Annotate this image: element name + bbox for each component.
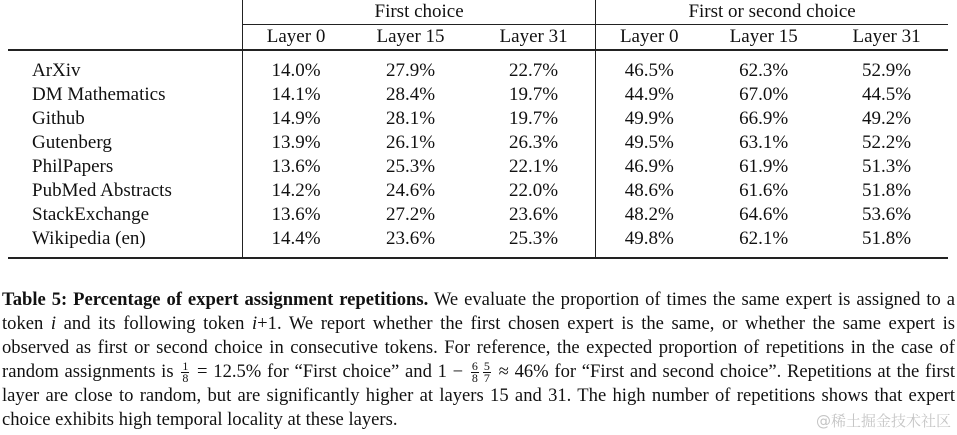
table-cell: 28.1% xyxy=(385,108,436,129)
table-cell: 49.8% xyxy=(596,227,703,258)
col-header: Layer 15 xyxy=(702,25,825,51)
watermark: @稀土掘金技术社区 xyxy=(815,412,951,430)
table-cell: 19.7% xyxy=(509,108,559,129)
caption-text: and its following token xyxy=(56,313,252,334)
table-cell: 14.9% xyxy=(243,107,350,131)
table-cell: 23.6% xyxy=(349,227,472,258)
column-header-row xyxy=(8,25,948,51)
caption-text: = 12.5% for “First choice” and 1 − xyxy=(191,361,469,382)
table-cell: 25.3% xyxy=(385,156,436,177)
math-i: i xyxy=(251,313,258,334)
empty-corner xyxy=(8,0,243,25)
table-cell: 48.6% xyxy=(596,179,703,203)
math-plus-one: +1 xyxy=(257,313,277,334)
table-row xyxy=(8,155,948,179)
table-cell: 26.1% xyxy=(385,132,436,153)
table-cell: 67.0% xyxy=(739,84,789,105)
table-cell: 13.6% xyxy=(243,155,350,179)
table-cell: 48.2% xyxy=(596,203,703,227)
table-row xyxy=(8,50,948,83)
table-cell: 27.9% xyxy=(385,60,436,81)
table-caption xyxy=(2,288,955,432)
table-cell: 51.3% xyxy=(862,156,912,177)
table-cell: 62.1% xyxy=(702,227,825,258)
row-dataset-name: Github xyxy=(32,108,85,129)
table-cell: 49.2% xyxy=(862,108,912,129)
caption-text: . We report whether the first chosen expert is the same, or whether the same expert is observed as first or second choice in consecutive tokens. For reference, the expected proportion of repetitions in the case of random assignments is xyxy=(2,313,955,382)
results-table xyxy=(8,0,948,259)
table-cell: 49.5% xyxy=(596,131,703,155)
table-cell: 14.4% xyxy=(243,227,350,258)
row-dataset-name: Gutenberg xyxy=(32,132,112,153)
fraction-one-eighth: $\frac{1}{8}$ xyxy=(182,359,189,386)
table-cell: 64.6% xyxy=(739,204,789,225)
row-dataset-name: DM Mathematics xyxy=(32,84,166,105)
empty-corner-2 xyxy=(8,25,243,51)
table-body xyxy=(8,50,948,258)
table-cell: 14.0% xyxy=(243,50,350,83)
col-header: Layer 0 xyxy=(596,25,703,51)
caption-text: We evaluate the proportion of times the same expert is assigned to a token xyxy=(2,289,956,334)
table-cell: 61.6% xyxy=(739,180,789,201)
table-cell: 52.9% xyxy=(862,60,912,81)
table-cell: 46.5% xyxy=(596,50,703,83)
col-header: Layer 0 xyxy=(243,25,350,51)
caption-text: ≈ 46% for “First and second choice”. Repetitions at the first layer are close to random, but are significantly higher at layers 15 and 31. The high number of repetitions shows that expert choice exhibits high temporal locality at these layers. xyxy=(2,361,955,431)
table-cell: 13.9% xyxy=(243,131,350,155)
table-cell: 13.6% xyxy=(243,203,350,227)
table-cell: 14.1% xyxy=(243,83,350,107)
col-header: Layer 31 xyxy=(825,25,948,51)
table-cell: 52.2% xyxy=(862,132,912,153)
table-cell: 51.8% xyxy=(825,227,948,258)
col-header: Layer 15 xyxy=(349,25,472,51)
table-row xyxy=(8,203,948,227)
table-cell: 44.9% xyxy=(596,83,703,107)
row-dataset-name: StackExchange xyxy=(32,204,150,225)
table-cell: 14.2% xyxy=(243,179,350,203)
table-cell: 22.7% xyxy=(509,60,559,81)
col-header: Layer 31 xyxy=(472,25,596,51)
row-dataset-name: PubMed Abstracts xyxy=(32,180,172,201)
group-header-first-choice: First choice xyxy=(243,0,596,25)
table-cell: 23.6% xyxy=(509,204,559,225)
math-i: i xyxy=(50,313,57,334)
table-row xyxy=(8,179,948,203)
table-row xyxy=(8,107,948,131)
table-cell: 22.0% xyxy=(509,180,559,201)
row-dataset-name: Wikipedia (en) xyxy=(8,227,243,258)
table-cell: 26.3% xyxy=(509,132,559,153)
caption-label: Table 5: Percentage of expert assignment repetitions. xyxy=(2,289,429,310)
table-cell: 19.7% xyxy=(509,84,559,105)
table-cell: 22.1% xyxy=(509,156,559,177)
table-cell: 61.9% xyxy=(739,156,789,177)
group-header-first-or-second: First or second choice xyxy=(596,0,948,25)
row-dataset-name: PhilPapers xyxy=(32,156,114,177)
table-cell: 46.9% xyxy=(596,155,703,179)
table-cell: 27.2% xyxy=(385,204,436,225)
table-row xyxy=(8,131,948,155)
results-table-container xyxy=(8,0,948,259)
table-cell: 49.9% xyxy=(596,107,703,131)
table-cell: 63.1% xyxy=(739,132,789,153)
table-cell: 51.8% xyxy=(862,180,912,201)
table-cell: 24.6% xyxy=(385,180,436,201)
table-cell: 62.3% xyxy=(739,60,789,81)
table-row xyxy=(8,83,948,107)
fraction-six-eighths: $\frac{6}{8}$ xyxy=(471,359,478,386)
table-cell: 66.9% xyxy=(739,108,789,129)
table-cell: 28.4% xyxy=(385,84,436,105)
table-cell: 25.3% xyxy=(472,227,596,258)
table-row xyxy=(8,227,948,258)
fraction-five-sevenths: $\frac{5}{7}$ xyxy=(483,359,490,386)
table-cell: 53.6% xyxy=(862,204,912,225)
group-header-row xyxy=(8,0,948,25)
table-cell: 44.5% xyxy=(862,84,912,105)
row-dataset-name: ArXiv xyxy=(32,60,81,81)
